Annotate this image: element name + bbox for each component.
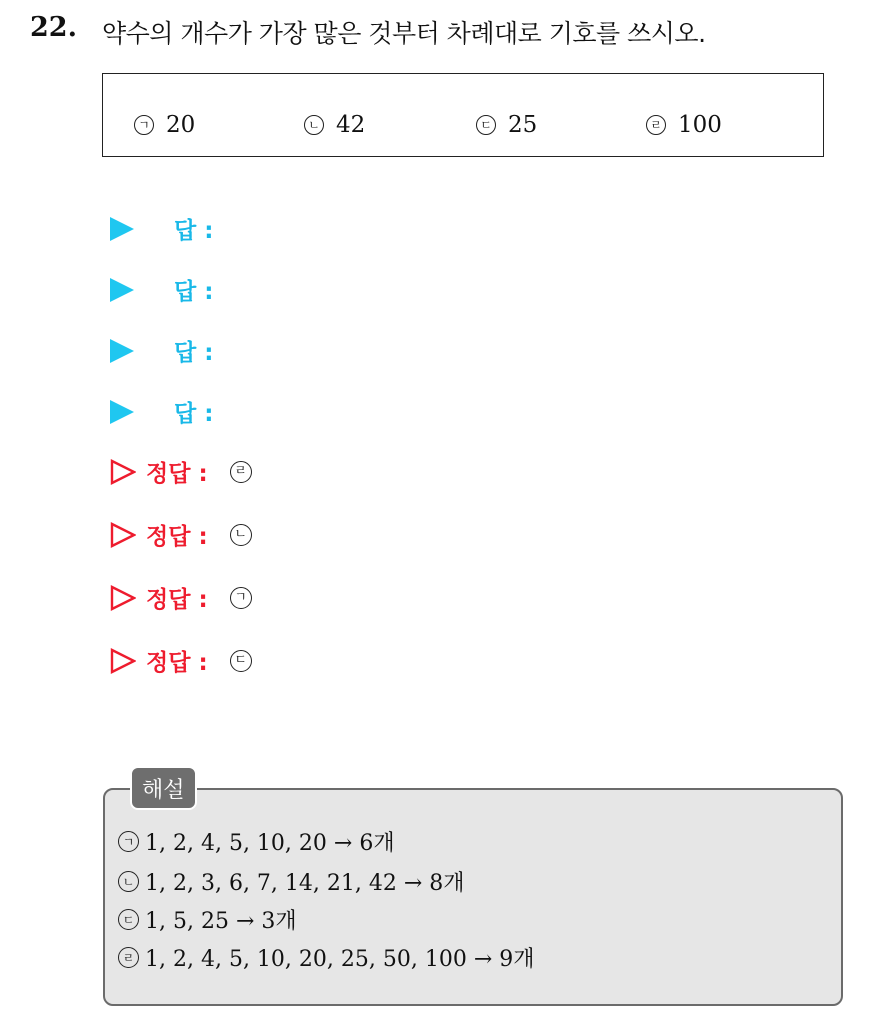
triangle-outline-icon <box>110 585 136 611</box>
triangle-outline-icon <box>110 648 136 674</box>
explanation-line <box>118 866 465 897</box>
choice-item <box>476 112 537 138</box>
explanation-tab: 해설 <box>130 766 197 810</box>
choice-value: 42 <box>336 112 366 138</box>
choice-item <box>134 112 195 138</box>
circle-mark: ㄱ <box>118 831 139 852</box>
solution-label: 정답 : <box>146 650 208 676</box>
explanation-box <box>103 788 843 1006</box>
circle-mark: ㄱ <box>134 115 154 135</box>
circle-mark: ㄱ <box>230 587 252 609</box>
explanation-line <box>118 826 395 857</box>
choice-value: 20 <box>166 112 196 138</box>
question-text: 약수의 개수가 가장 많은 것부터 차례대로 기호를 쓰시오. <box>102 19 706 48</box>
solution-value <box>230 586 252 609</box>
circle-mark: ㄷ <box>118 909 139 930</box>
answer-row[interactable] <box>110 334 213 367</box>
solution-row <box>110 581 252 614</box>
solution-value <box>230 460 252 483</box>
triangle-outline-icon <box>110 522 136 548</box>
play-arrow-icon <box>110 278 134 302</box>
answer-row[interactable] <box>110 212 213 245</box>
answer-row[interactable] <box>110 395 213 428</box>
choice-value: 25 <box>508 112 538 138</box>
circle-mark: ㄴ <box>118 871 139 892</box>
answer-label: 답 : <box>174 401 214 427</box>
answer-row[interactable] <box>110 273 213 306</box>
circle-mark: ㄴ <box>230 524 252 546</box>
solution-row <box>110 644 252 677</box>
solution-row <box>110 455 252 488</box>
explanation-text: 1, 2, 4, 5, 10, 20 → 6개 <box>145 831 395 856</box>
circle-mark: ㄴ <box>304 115 324 135</box>
choice-value: 100 <box>678 112 722 138</box>
answer-label: 답 : <box>174 218 214 244</box>
question-number: 22. <box>30 12 77 43</box>
circle-mark: ㄹ <box>646 115 666 135</box>
play-arrow-icon <box>110 217 134 241</box>
solution-value <box>230 649 252 672</box>
solution-label: 정답 : <box>146 524 208 550</box>
choice-item <box>646 112 722 138</box>
play-arrow-icon <box>110 339 134 363</box>
answer-label: 답 : <box>174 340 214 366</box>
play-arrow-icon <box>110 400 134 424</box>
circle-mark: ㄹ <box>230 461 252 483</box>
circle-mark: ㄷ <box>230 650 252 672</box>
explanation-text: 1, 2, 4, 5, 10, 20, 25, 50, 100 → 9개 <box>145 947 535 972</box>
circle-mark: ㄹ <box>118 947 139 968</box>
solution-label: 정답 : <box>146 587 208 613</box>
solution-label: 정답 : <box>146 461 208 487</box>
choice-item <box>304 112 365 138</box>
explanation-text: 1, 5, 25 → 3개 <box>145 909 297 934</box>
solution-row <box>110 518 252 551</box>
answer-label: 답 : <box>174 279 214 305</box>
explanation-line <box>118 942 535 973</box>
explanation-text: 1, 2, 3, 6, 7, 14, 21, 42 → 8개 <box>145 871 465 896</box>
triangle-outline-icon <box>110 459 136 485</box>
explanation-line <box>118 904 297 935</box>
solution-value <box>230 523 252 546</box>
circle-mark: ㄷ <box>476 115 496 135</box>
